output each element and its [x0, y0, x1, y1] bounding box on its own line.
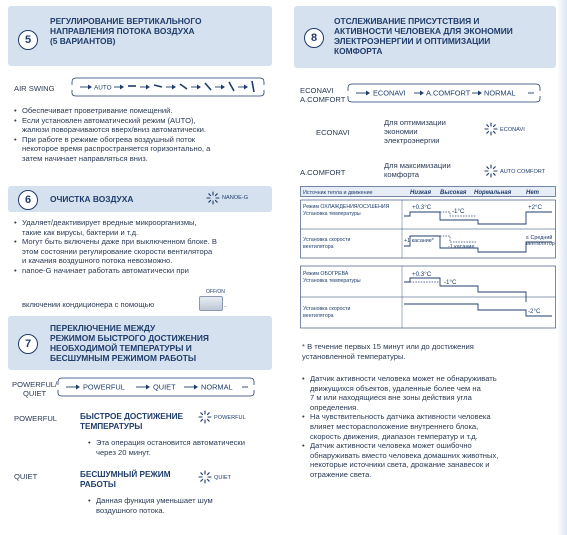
row-label-line-1: Установка скорости: [303, 237, 351, 243]
section-number: 6: [18, 190, 38, 210]
sun-burst-icon: [484, 122, 498, 136]
temp-change-label: +2°C: [528, 204, 542, 211]
section-8-header: [294, 6, 556, 68]
flow-step: QUIET: [153, 382, 176, 392]
air-swing-label: AIR SWING: [14, 84, 55, 93]
fan-medium-label-line-2: вентилятор: [526, 241, 555, 247]
sun-burst-icon: [206, 191, 220, 205]
sensor-behaviour-table: [300, 186, 556, 336]
quiet-heading: БЕСШУМНЫЙ РЕЖИМ РАБОТЫ: [80, 470, 171, 489]
section-6-bullets: [14, 218, 276, 276]
econavi-desc: Для оптимизации экономии электроэнергии: [384, 118, 446, 145]
section-6-header: [8, 186, 272, 212]
table-header: Источник тепла и движение: [303, 190, 373, 196]
sun-burst-icon: [198, 410, 212, 424]
list-item: • Датчик активности человека может не обнаруживать движущихся объектов, удаленные более чем на 7 м или находящиеся вне зоны действия угла определения.: [302, 374, 560, 412]
econavi-acomfort-label: ECONAVI A.COMFORT: [300, 86, 346, 104]
row-label-line-2: вентилятора: [303, 313, 334, 319]
econavi-flow-diagram: [346, 82, 542, 104]
temp-change-label: -1°C: [444, 279, 457, 286]
powerful-quiet-flow-diagram: [56, 376, 256, 398]
auto-label: AUTO: [94, 84, 112, 92]
flow-step: NORMAL: [484, 88, 516, 98]
acomfort-label: A.COMFORT: [300, 168, 346, 177]
flow-step: ECONAVI: [373, 88, 406, 98]
sun-burst-icon: [198, 470, 212, 484]
list-item: • Данная функция уменьшает шум воздушного потока.: [88, 496, 278, 515]
list-item: • Удаляет/деактивирует вредные микроорганизмы, такие как вирусы, бактерии и т.д.: [14, 218, 276, 237]
powerful-heading: БЫСТРОЕ ДОСТИЖЕНИЕ ТЕМПЕРАТУРЫ: [80, 412, 183, 431]
row-label-line-2: Установка температуры: [303, 211, 361, 217]
section-title: ОТСЛЕЖИВАНИЕ ПРИСУТСТВИЯ И АКТИВНОСТИ ЧЕЛОВЕКА ДЛЯ ЭКОНОМИИ ЭЛЕКТРОЭНЕРГИИ И ОПТИМИЗАЦИИ КОМФОРТА: [334, 16, 513, 56]
section-number: 5: [18, 30, 38, 50]
table-header: Низкая: [410, 190, 432, 196]
flow-step: NORMAL: [201, 382, 233, 392]
powerful-icon-label: POWERFUL: [214, 415, 246, 421]
section-title: ОЧИСТКА ВОЗДУХА: [50, 194, 134, 204]
flow-step: POWERFUL: [83, 382, 125, 392]
row-label-line-2: Установка температуры: [303, 278, 361, 284]
table-header: Нормальная: [474, 190, 512, 196]
list-item: • Обеспечивает проветривание помещений.: [14, 106, 276, 116]
section-number: 8: [304, 28, 324, 48]
row-label-line-1: Установка скорости: [303, 306, 351, 312]
row-label-line-1: Режим ОБОГРЕВА: [303, 271, 349, 277]
powerful-quiet-label: POWERFUL/ QUIET: [12, 380, 58, 398]
section-8-bullets: [302, 374, 560, 480]
powerful-bullets: [88, 438, 278, 457]
list-item: • На чувствительность датчика активности человека влияет месторасположение внутреннего блока, скорость движения, диапазон температур и т.д.: [302, 412, 560, 441]
nanoe-g-icon-label: NANOE-G: [222, 195, 249, 201]
list-item: • Эта операция остановится автоматически через 20 минут.: [88, 438, 278, 457]
offon-label: OFF/ON: [206, 289, 225, 295]
quiet-bullets: [88, 496, 278, 515]
econavi-label: ECONAVI: [316, 128, 350, 137]
quiet-icon-label: QUIET: [214, 475, 232, 481]
section-title: ПЕРЕКЛЮЧЕНИЕ МЕЖДУ РЕЖИМОМ БЫСТРОГО ДОСТИЖЕНИЯ НЕОБХОДИМОЙ ТЕМПЕРАТУРЫ И БЕСШУМНЫМ РЕЖИМОМ РАБОТЫ: [50, 323, 209, 363]
list-item: • При работе в режиме обогрева воздушный поток некоторое время распространяется горизонтально, а затем начинает направляться вниз.: [14, 135, 276, 164]
section-5-header: [8, 6, 272, 66]
temp-change-label: -1°C: [452, 208, 465, 215]
table-header: Высокая: [440, 190, 467, 196]
list-item: • Могут быть включены даже при выключенном блоке. В этом состоянии регулирование скорости вентилятора и качания воздушного потока невозможно.: [14, 237, 276, 266]
section-5-bullets: [14, 106, 276, 164]
list-item: • Если установлен автоматический режим (AUTO), жалюзи поворачиваются вверх/вниз автоматически.: [14, 116, 276, 135]
sun-burst-icon: [484, 164, 498, 178]
powerful-label: POWERFUL: [14, 414, 58, 423]
section-number: 7: [18, 334, 38, 354]
temp-change-label: +0.3°C: [412, 204, 432, 211]
table-header: Нет: [526, 190, 540, 196]
row-label-line-1: Режим ОХЛАЖДЕНИЯ/ОСУШЕНИЯ: [303, 204, 390, 210]
list-item: • nanoe-G начинает работать автоматически при: [14, 266, 276, 276]
section-6-last-line: включении кондиционера с помощью: [22, 300, 155, 309]
air-swing-flow-diagram: [70, 76, 266, 98]
fan-medium-label-line-1: ≤ Средний: [526, 235, 553, 241]
remote-button-icon: [199, 296, 223, 311]
acomfort-icon-label: AUTO COMFORT: [500, 169, 546, 175]
temp-change-label: -2°C: [528, 308, 541, 315]
row-label-line-2: вентилятора: [303, 244, 334, 250]
quiet-label: QUIET: [14, 472, 38, 481]
flow-step: A.COMFORT: [426, 88, 471, 98]
list-item: • Датчик активности человека может ошибочно обнаруживать вместо человека домашних животных, некоторые источники света, дрожание занавесок и отражение света.: [302, 441, 560, 479]
footnote: * В течение первых 15 минут или до достижения установленной температуры.: [302, 342, 474, 361]
econavi-icon-label: ECONAVI: [500, 127, 525, 133]
temp-change-label: +0.3°C: [412, 271, 432, 278]
period-mark: .: [224, 300, 227, 309]
section-7-header: [8, 316, 272, 370]
section-title: РЕГУЛИРОВАНИЕ ВЕРТИКАЛЬНОГО НАПРАВЛЕНИЯ ПОТОКА ВОЗДУХА (5 ВАРИАНТОВ): [50, 16, 202, 46]
acomfort-desc: Для максимизации комфорта: [384, 161, 451, 179]
fan-step-label: +1 касание*: [404, 238, 434, 244]
fan-step-label: -1 касание: [448, 244, 475, 250]
